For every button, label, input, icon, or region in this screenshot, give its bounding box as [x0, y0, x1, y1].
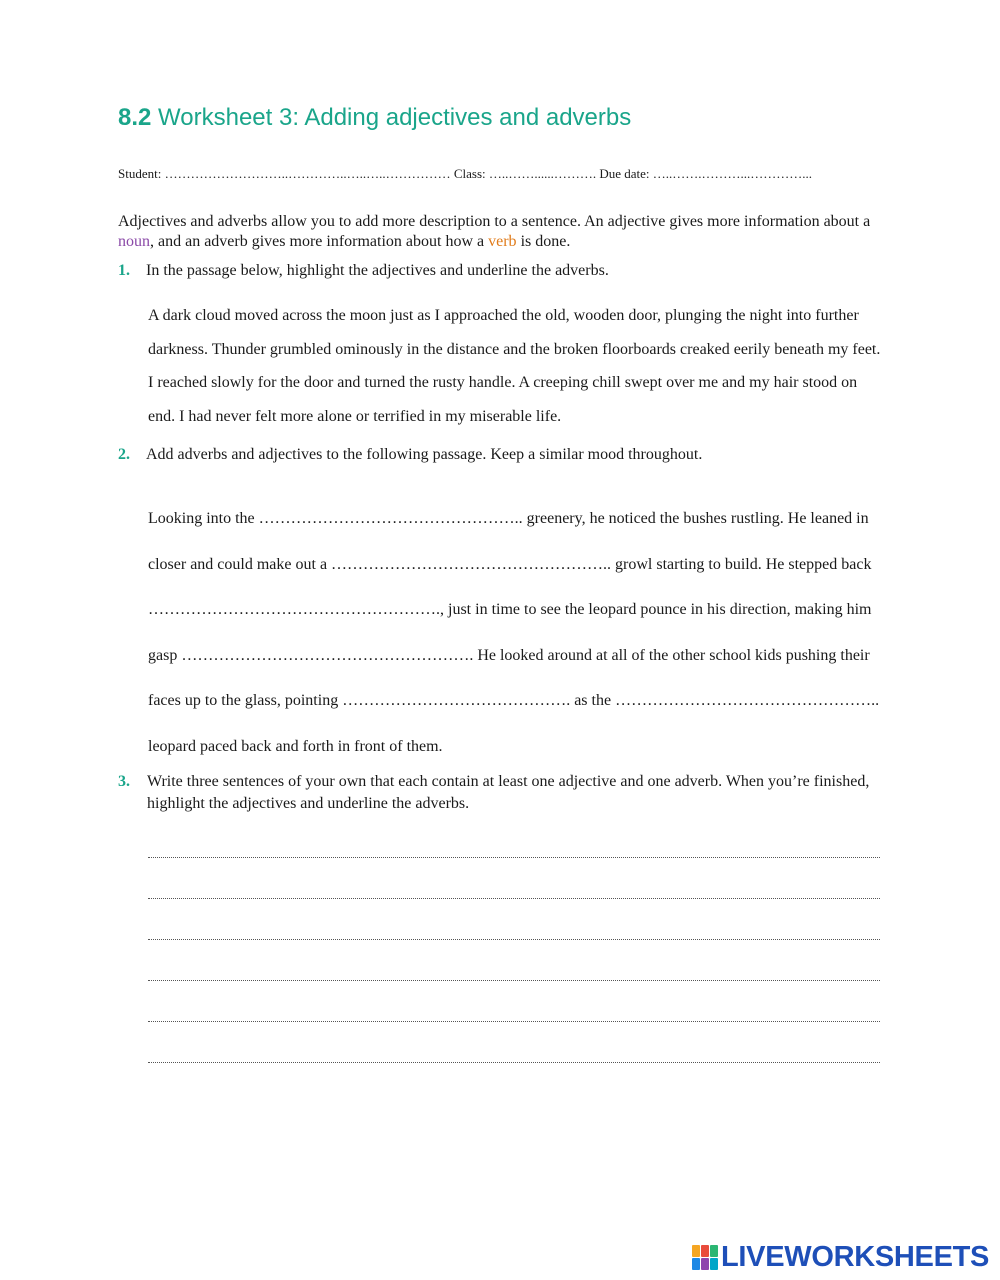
question-number: 3.: [118, 773, 130, 790]
writing-line-1[interactable]: [148, 840, 880, 858]
question-number: 1.: [118, 262, 130, 279]
answer-blank-2[interactable]: ……………………………………………..: [331, 555, 612, 573]
title-text: Worksheet 3: Adding adjectives and adverbs: [151, 104, 632, 131]
intro-text-1: Adjectives and adverbs allow you to add more description to a sentence. An adjective gives more information about a: [118, 213, 871, 230]
logo-block: [692, 1245, 700, 1257]
answer-blank-6[interactable]: …………………………………………..: [615, 692, 880, 709]
passage-text: , just in time to see the leopard pounce in his direction, making him gasp: [148, 601, 872, 664]
logo-block: [710, 1258, 718, 1270]
question-text: Add adverbs and adjectives to the following passage. Keep a similar mood throughout.: [146, 446, 703, 463]
intro-text-3: is done.: [516, 233, 571, 250]
passage-text: Looking into the: [148, 510, 259, 527]
question-text: In the passage below, highlight the adjectives and underline the adverbs.: [146, 262, 609, 279]
question-2: [118, 444, 702, 466]
passage-text: He looked around at all of the other school kids pushing their faces up to the glass, pointing: [148, 646, 870, 709]
answer-blank-3[interactable]: ……………………………………………….: [148, 601, 440, 618]
writing-line-3[interactable]: [148, 899, 880, 940]
logo-blocks-icon: [692, 1245, 718, 1270]
verb-term: verb: [488, 233, 517, 250]
question-3: [118, 771, 898, 815]
answer-blank-1[interactable]: …………………………………………..: [258, 510, 523, 527]
passage-text: leopard paced back and forth in front of them.: [148, 737, 443, 755]
passage-text: as the: [570, 692, 616, 709]
section-number: 8.2: [118, 104, 152, 131]
logo-block: [701, 1245, 709, 1257]
intro-paragraph: [118, 212, 898, 252]
question-1: [118, 260, 609, 282]
writing-line-6[interactable]: [148, 1022, 880, 1063]
liveworksheets-logo: [692, 1240, 989, 1274]
answer-blank-5[interactable]: …………………………………….: [342, 692, 571, 709]
writing-line-2[interactable]: [148, 858, 880, 899]
question-number: 2.: [118, 446, 130, 463]
writing-line-4[interactable]: [148, 940, 880, 981]
noun-term: noun: [118, 233, 150, 250]
writing-line-5[interactable]: [148, 981, 880, 1022]
fill-in-passage: [148, 496, 888, 769]
writing-lines: [148, 840, 880, 1063]
page-title: [118, 104, 631, 132]
reading-passage: A dark cloud moved across the moon just as I approached the old, wooden door, plunging the night into further darkness. Thunder grumbled ominously in the distance and the broken floorboards creaked eerily beneath my feet. I reached slowly for the door and turned the rusty handle. A creeping chill swept over me and my hair stood on end. I had never felt more alone or terrified in my miserable life.: [148, 307, 881, 425]
answer-blank-4[interactable]: ……………………………………………….: [181, 646, 474, 664]
logo-text: LIVEWORKSHEETS: [721, 1240, 990, 1273]
logo-block: [692, 1258, 700, 1270]
passage-text: growl starting to build. He stepped back: [611, 555, 872, 573]
passage-text: greenery, he noticed the bushes rustling. He leaned in closer and could make out a: [148, 510, 869, 573]
student-info-fields: Student: ………………………..…………..…..…..…………… Class: …..……......………. Due date: …..…….………...…………...: [118, 166, 813, 181]
question-text: Write three sentences of your own that each contain at least one adjective and one adverb. When you’re finished, highlight the adjectives and underline the adverbs.: [147, 773, 870, 812]
logo-block: [710, 1245, 718, 1257]
logo-block: [701, 1258, 709, 1270]
intro-text-2: , and an adverb gives more information about how a: [150, 233, 489, 250]
